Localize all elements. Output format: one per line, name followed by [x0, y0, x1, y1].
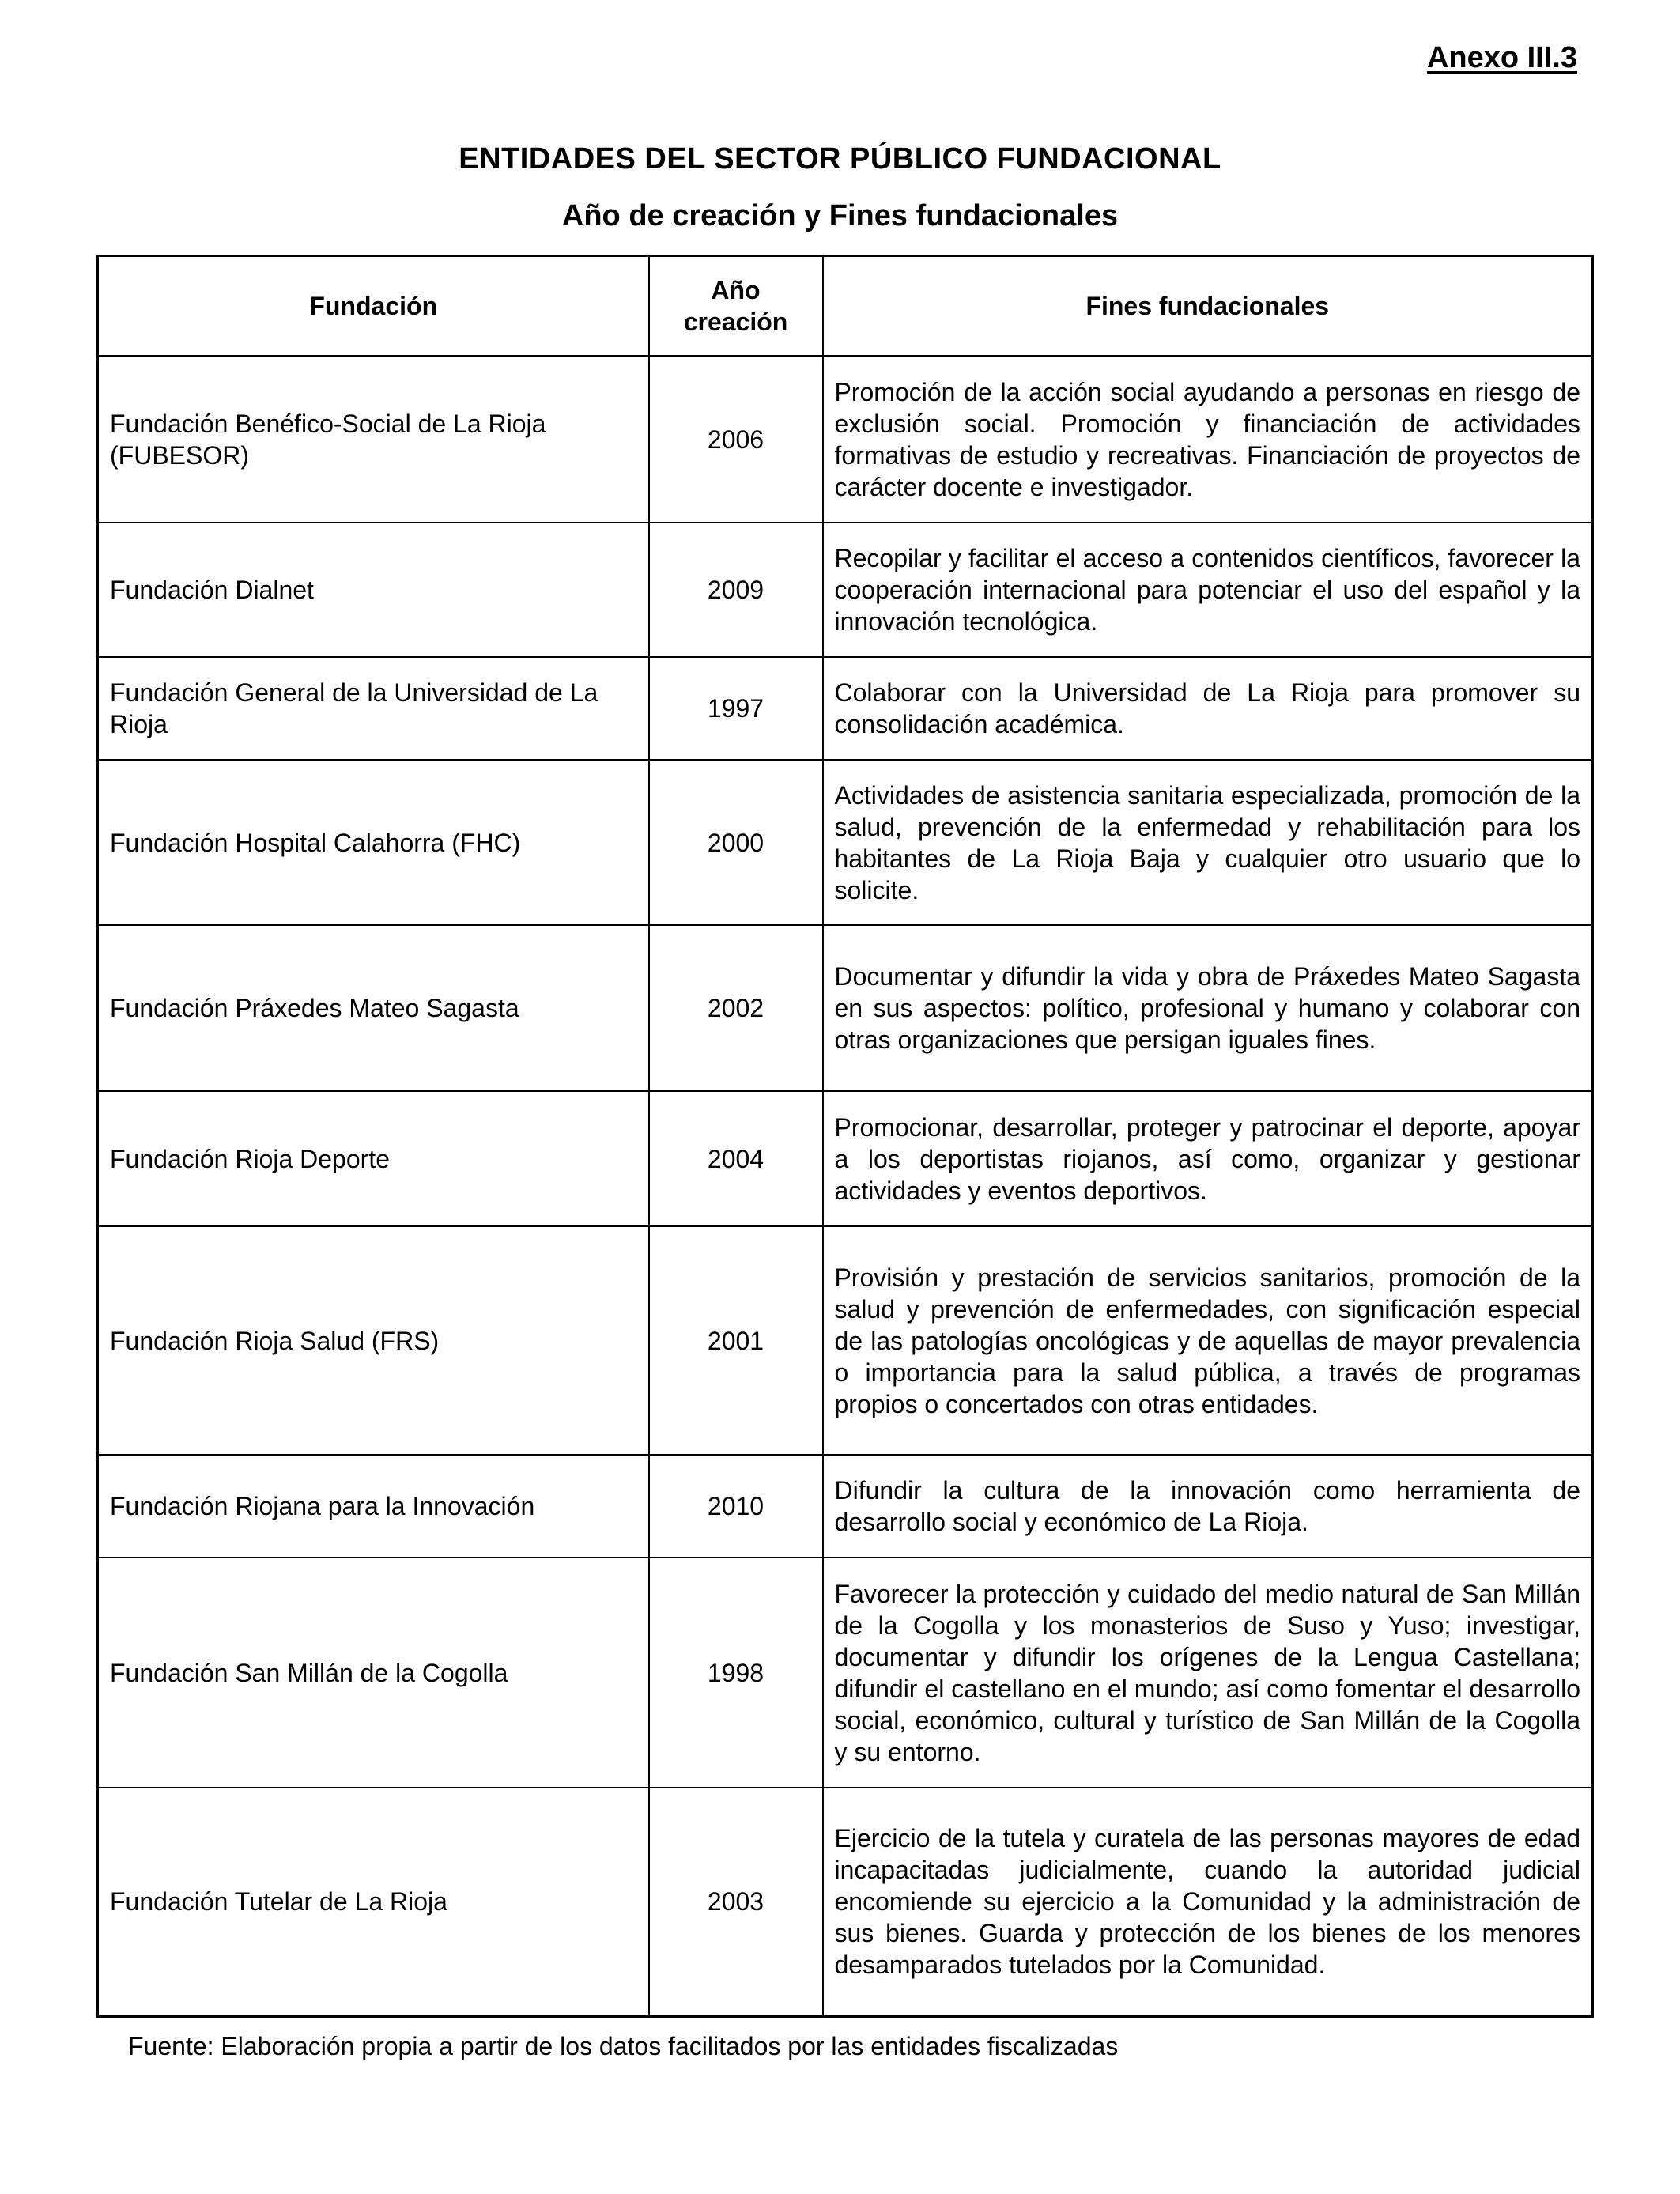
foundation-aims: Actividades de asistencia sanitaria especializada, promoción de la salud, prevención de la enfermedad y rehabilitación para los habitantes de La Rioja Baja y cualquier otro usuario que lo solicite. [823, 760, 1593, 925]
source-note: Fuente: Elaboración propia a partir de los datos facilitados por las entidades fiscalizadas [128, 2032, 1119, 2060]
table-row [98, 1226, 1593, 1455]
foundations-table [96, 255, 1594, 2018]
foundation-name: Fundación General de la Universidad de La Rioja [98, 657, 649, 760]
foundation-aims: Documentar y difundir la vida y obra de Práxedes Mateo Sagasta en sus aspectos: político, profesional y humano y colaborar con otras organizaciones que persigan iguales fines. [823, 925, 1593, 1091]
foundation-aims: Provisión y prestación de servicios sanitarios, promoción de la salud y prevención de enfermedades, con significación especial de las patologías oncológicas y de aquellas de mayor prevalencia o importancia para la salud pública, a través de programas propios o concertados con otras entidades. [823, 1226, 1593, 1455]
header-year [649, 256, 823, 357]
table-row [98, 1091, 1593, 1226]
table-row [98, 925, 1593, 1091]
table-row [98, 760, 1593, 925]
table-row [98, 1455, 1593, 1558]
foundation-aims: Promoción de la acción social ayudando a personas en riesgo de exclusión social. Promoción y financiación de actividades formativas de estudio y recreativas. Financiación de proyectos de carácter docente e investigador. [823, 356, 1593, 523]
creation-year: 2003 [649, 1788, 823, 2016]
foundation-aims: Promocionar, desarrollar, proteger y patrocinar el deporte, apoyar a los deportistas riojanos, así como, organizar y gestionar actividades y eventos deportivos. [823, 1091, 1593, 1226]
creation-year: 2002 [649, 925, 823, 1091]
header-foundation: Fundación [98, 256, 649, 357]
foundation-aims: Recopilar y facilitar el acceso a contenidos científicos, favorecer la cooperación internacional para potenciar el uso del español y la innovación tecnológica. [823, 523, 1593, 657]
creation-year: 2006 [649, 356, 823, 523]
annex-label: Anexo III.3 [1426, 41, 1577, 74]
foundation-aims: Difundir la cultura de la innovación como herramienta de desarrollo social y económico de La Rioja. [823, 1455, 1593, 1558]
page-title: ENTIDADES DEL SECTOR PÚBLICO FUNDACIONAL [459, 142, 1221, 176]
header-year-line2: creación [683, 308, 788, 336]
foundation-name: Fundación Rioja Salud (FRS) [98, 1226, 649, 1455]
creation-year: 2004 [649, 1091, 823, 1226]
header-year-line1: Año [711, 276, 761, 304]
creation-year: 2010 [649, 1455, 823, 1558]
creation-year: 2001 [649, 1226, 823, 1455]
creation-year: 2009 [649, 523, 823, 657]
table-row [98, 1558, 1593, 1788]
table-header-row [98, 256, 1593, 357]
foundation-aims: Favorecer la protección y cuidado del medio natural de San Millán de la Cogolla y los monasterios de Suso y Yuso; investigar, documentar y difundir los orígenes de la Lengua Castellana; difundir el castellano en el mundo; así como fomentar el desarrollo social, económico, cultural y turístico de San Millán de la Cogolla y su entorno. [823, 1558, 1593, 1788]
creation-year: 1998 [649, 1558, 823, 1788]
header-aims: Fines fundacionales [823, 256, 1593, 357]
foundation-name: Fundación San Millán de la Cogolla [98, 1558, 649, 1788]
foundation-aims: Colaborar con la Universidad de La Rioja para promover su consolidación académica. [823, 657, 1593, 760]
foundation-name: Fundación Práxedes Mateo Sagasta [98, 925, 649, 1091]
table-row [98, 1788, 1593, 2016]
foundation-name: Fundación Benéfico-Social de La Rioja (FUBESOR) [98, 356, 649, 523]
table-row [98, 356, 1593, 523]
page-subtitle: Año de creación y Fines fundacionales [561, 199, 1119, 232]
foundation-name: Fundación Hospital Calahorra (FHC) [98, 760, 649, 925]
creation-year: 2000 [649, 760, 823, 925]
foundation-name: Fundación Tutelar de La Rioja [98, 1788, 649, 2016]
foundation-name: Fundación Dialnet [98, 523, 649, 657]
creation-year: 1997 [649, 657, 823, 760]
foundation-aims: Ejercicio de la tutela y curatela de las personas mayores de edad incapacitadas judicialmente, cuando la autoridad judicial encomiende su ejercicio a la Comunidad y la administración de sus bienes. Guarda y protección de los bienes de los menores desamparados tutelados por la Comunidad. [823, 1788, 1593, 2016]
foundation-name: Fundación Riojana para la Innovación [98, 1455, 649, 1558]
table-row [98, 523, 1593, 657]
foundation-name: Fundación Rioja Deporte [98, 1091, 649, 1226]
table-row [98, 657, 1593, 760]
